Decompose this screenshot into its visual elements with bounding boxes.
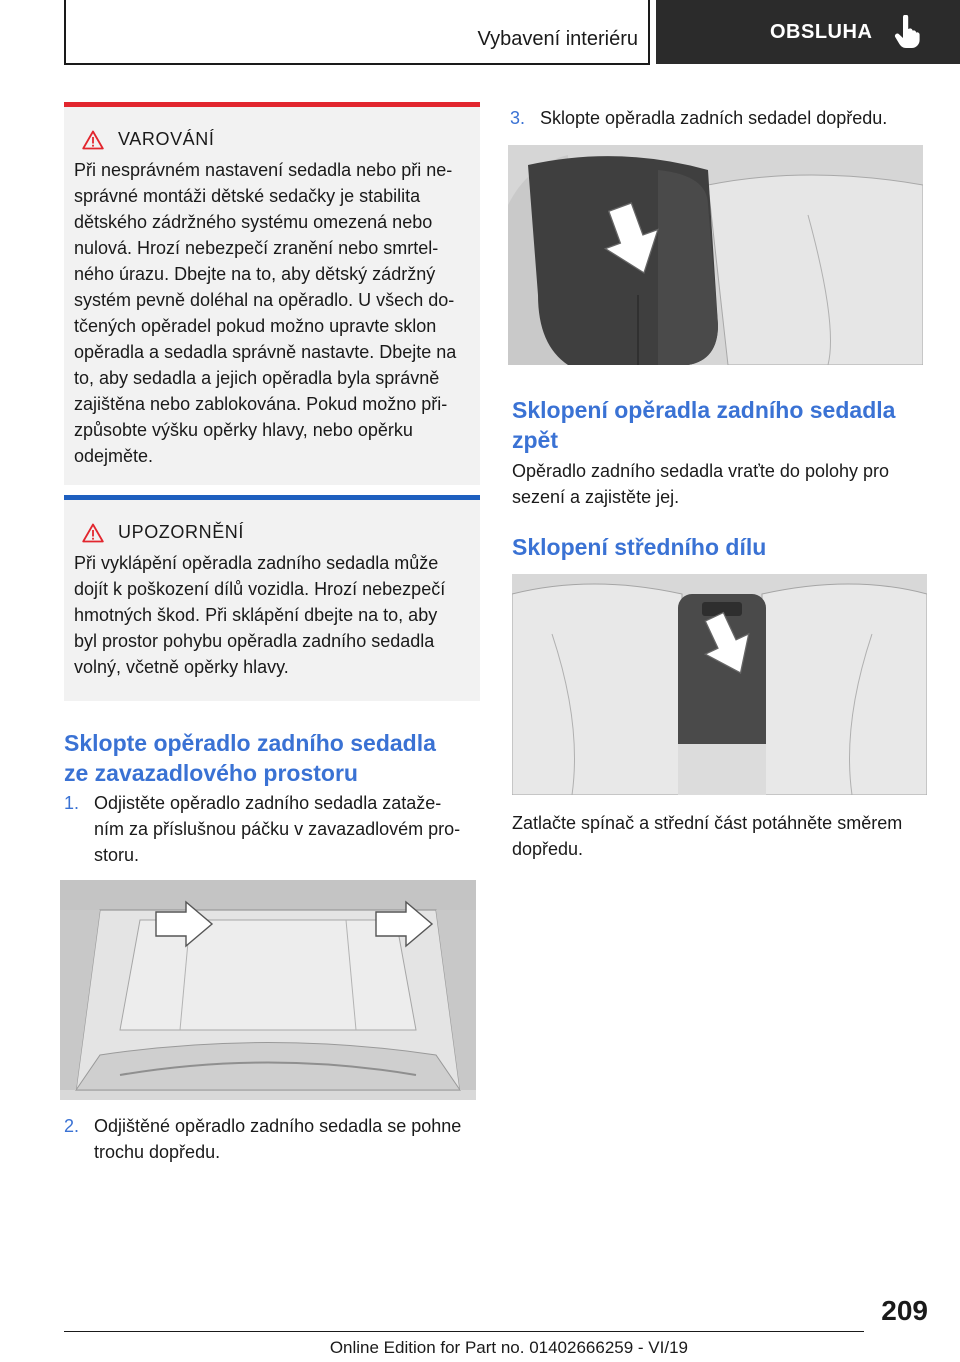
step-line: ním za příslušnou páčku v zavazadlovém pro- [94, 819, 461, 839]
footer-edition: Online Edition for Part no. 01402666259 - VI/19 [329, 1338, 688, 1357]
step-number: 1. [64, 793, 80, 813]
section-heading-fold-from-trunk [64, 728, 480, 788]
warning-title: VAROVÁNÍ [118, 129, 215, 149]
warning-line: dětského zádržného systému omezená nebo [74, 212, 433, 232]
section-heading-center-part: Sklopení středního dílu [512, 534, 767, 560]
caution-title: UPOZORNĚNÍ [118, 522, 245, 542]
heading-line: Sklopte opěradlo zadního sedadla [64, 730, 436, 756]
warning-line: správné montáži dětské sedačky je stabilita [74, 186, 421, 206]
warning-line: systém pevně doléhal na opěradlo. U všech do- [74, 290, 455, 310]
footer-rule [64, 1331, 864, 1332]
warning-text [74, 157, 470, 469]
seat-fold-illustration [508, 145, 923, 365]
step-number: 3. [510, 108, 526, 128]
header-section-title: Vybavení interiéru [477, 28, 638, 50]
warning-line: odejměte. [74, 446, 154, 466]
step-line: Odjištěné opěradlo zadního sedadla se pohne [94, 1116, 462, 1136]
warning-line: opěradla a sedadla správně nastavte. Dbejte na [74, 342, 457, 362]
caution-line: volný, včetně opěrky hlavy. [74, 657, 289, 677]
step-text [94, 1113, 484, 1165]
step-2 [64, 1113, 484, 1165]
warning-triangle-icon [82, 130, 104, 150]
step-line: trochu dopředu. [94, 1142, 221, 1162]
step-text [94, 790, 480, 868]
hand-pointer-icon [894, 15, 922, 49]
warning-notice [64, 102, 480, 485]
step-number: 2. [64, 1116, 80, 1136]
fold-back-paragraph [512, 458, 932, 510]
center-part-drawing [512, 574, 927, 795]
warning-line: zajištěna nebo zablokována. Pokud možno při- [74, 394, 448, 414]
header-bottom-rule [64, 63, 650, 65]
step-text: Sklopte opěradla zadních sedadel dopředu. [540, 108, 888, 128]
para-line: Opěradlo zadního sedadla vraťte do polohy pro [512, 461, 890, 481]
warning-line: to, aby sedadla a jejich opěradla byla správně [74, 368, 440, 388]
page-number: 209 [881, 1295, 928, 1326]
caution-line: Při vyklápění opěradla zadního sedadla může [74, 553, 439, 573]
center-part-paragraph [512, 810, 932, 862]
trunk-illustration [60, 880, 476, 1100]
warning-line: Při nesprávném nastavení sedadla nebo při ne- [74, 160, 453, 180]
caution-line: byl prostor pohybu opěradla zadního sedadla [74, 631, 435, 651]
center-part-illustration [512, 574, 927, 795]
para-line: Zatlačte spínač a střední část potáhněte směrem [512, 813, 903, 833]
warning-line: ného úrazu. Dbejte na to, aby dětský zádržný [74, 264, 436, 284]
caution-line: dojít k poškození dílů vozidla. Hrozí nebezpečí [74, 579, 446, 599]
caution-text [74, 550, 470, 680]
chapter-tab-label: OBSLUHA [770, 20, 873, 43]
section-heading-fold-back [512, 395, 932, 455]
trunk-drawing [60, 880, 476, 1100]
caution-line: hmotných škod. Při sklápění dbejte na to, aby [74, 605, 438, 625]
step-3 [510, 105, 930, 131]
warning-line: nulová. Hrozí nebezpečí zranění nebo smrtel- [74, 238, 439, 258]
header-chapter-tab[interactable] [656, 0, 960, 64]
header-right-rule [648, 0, 650, 64]
para-line: sezení a zajistěte jej. [512, 487, 680, 507]
step-line: Odjistěte opěradlo zadního sedadla zataže- [94, 793, 442, 813]
step-line: storu. [94, 845, 140, 865]
step-1 [64, 790, 480, 868]
heading-line: Sklopení opěradla zadního sedadla [512, 397, 896, 423]
warning-line: způsobte výšku opěrky hlavy, nebo opěrku [74, 420, 413, 440]
para-line: dopředu. [512, 839, 584, 859]
warning-line: tčených opěradel pokud možno upravte sklon [74, 316, 437, 336]
header-left-rule [64, 0, 66, 64]
heading-line: zpět [512, 427, 558, 453]
warning-header [74, 129, 470, 150]
caution-header [74, 522, 470, 543]
caution-notice [64, 495, 480, 701]
warning-triangle-icon [82, 523, 104, 543]
heading-line: ze zavazadlového prostoru [64, 760, 358, 786]
seat-fold-drawing [508, 145, 923, 365]
